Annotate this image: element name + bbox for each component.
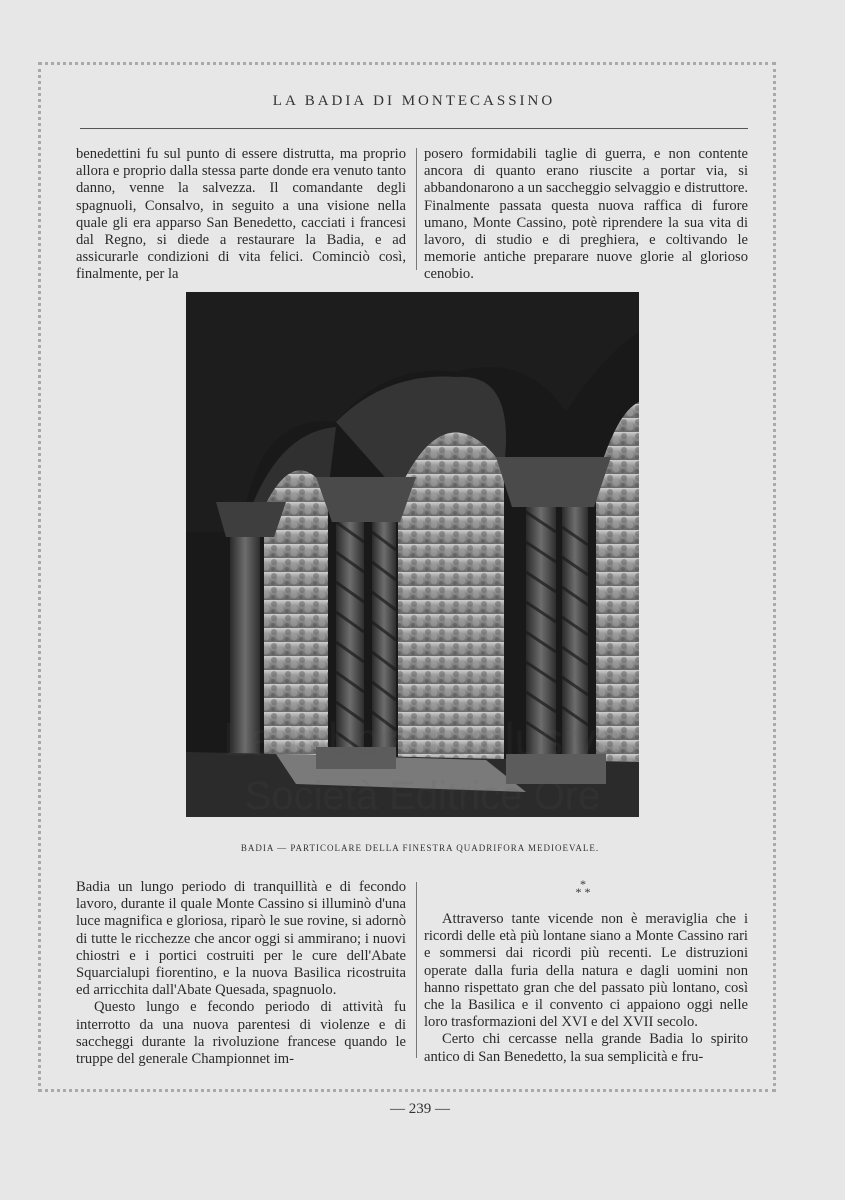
- section-asterism: [568, 877, 598, 899]
- quadrifora-window-image: [186, 292, 639, 817]
- paragraph: Certo chi cercasse nella grande Badia lo spirito antico di San Benedetto, la sua semplicità e fru-: [424, 1031, 748, 1065]
- cloister-window-photo: [186, 292, 639, 817]
- bottom-left-column: [76, 879, 406, 1068]
- paragraph: Attraverso tante vicende non è meraviglia che i ricordi delle età più lontane siano a Monte Cassino rari e sommersi dai ricordi più recenti. Le distruzioni operate dalla furia della natura e dagli uomini non hanno rispettato gran che del passato più lontano, così che la Basilica e il convento ci appaiono oggi nelle loro trasformazioni del XVI e del XVII secolo.: [424, 911, 748, 1031]
- figure-caption: BADIA — PARTICOLARE DELLA FINESTRA QUADRIFORA MEDIOEVALE.: [240, 843, 600, 853]
- column-divider: [416, 882, 417, 1058]
- page-number: — 239 —: [390, 1101, 450, 1117]
- running-head: LA BADIA DI MONTECASSINO: [272, 93, 556, 109]
- asterism-mark: * * *: [575, 877, 591, 899]
- header-rule: [80, 128, 748, 129]
- paragraph: Questo lungo e fecondo periodo di attività fu interrotto da una nuova parentesi di violenze e di saccheggi durante la rivoluzione francese quando le truppe del generale Championnet im-: [76, 999, 406, 1068]
- paragraph: benedettini fu sul punto di essere distrutta, ma proprio allora e proprio dalla stessa parte donde era venuto tanto danno, venne la salvezza. Il comandante degli spagnuoli, Consalvo, in seguito a una visione nella quale gli era apparso San Benedetto, cacciati i francesi dal Regno, si diede a restaurare la Badia, e ad assicurarle condizioni di vita felici. Cominciò così, finalmente, per la: [76, 146, 406, 283]
- paragraph: Badia un lungo periodo di tranquillità e di fecondo lavoro, durante il quale Monte Cassino si illuminò d'una luce magnifica e gloriosa, riparò le sue rovine, si adornò di tutte le ricchezze che ancor oggi si ammirano; i nuovi chiostri e i portici costruiti per le cure dell'Abate Squarcialupi fiorentino, e la nuova Basilica ricostruita ed arricchita dall'Abate Quesada, spagnuolo.: [76, 879, 406, 999]
- top-left-column: [76, 146, 406, 284]
- top-right-column: [424, 146, 748, 284]
- bottom-right-column: [424, 911, 748, 1066]
- paragraph: posero formidabili taglie di guerra, e non contente ancora di quanto erano riuscite a portar via, si abbandonarono a un saccheggio selvaggio e distruttore. Finalmente passata questa nuova raffica di furore umano, Monte Cassino, potè riprendere la sua vita di lavoro, di studio e di preghiera, e coltivando le memorie antiche preparare nuove glorie al glorioso cenobio.: [424, 146, 748, 283]
- column-divider: [416, 148, 417, 270]
